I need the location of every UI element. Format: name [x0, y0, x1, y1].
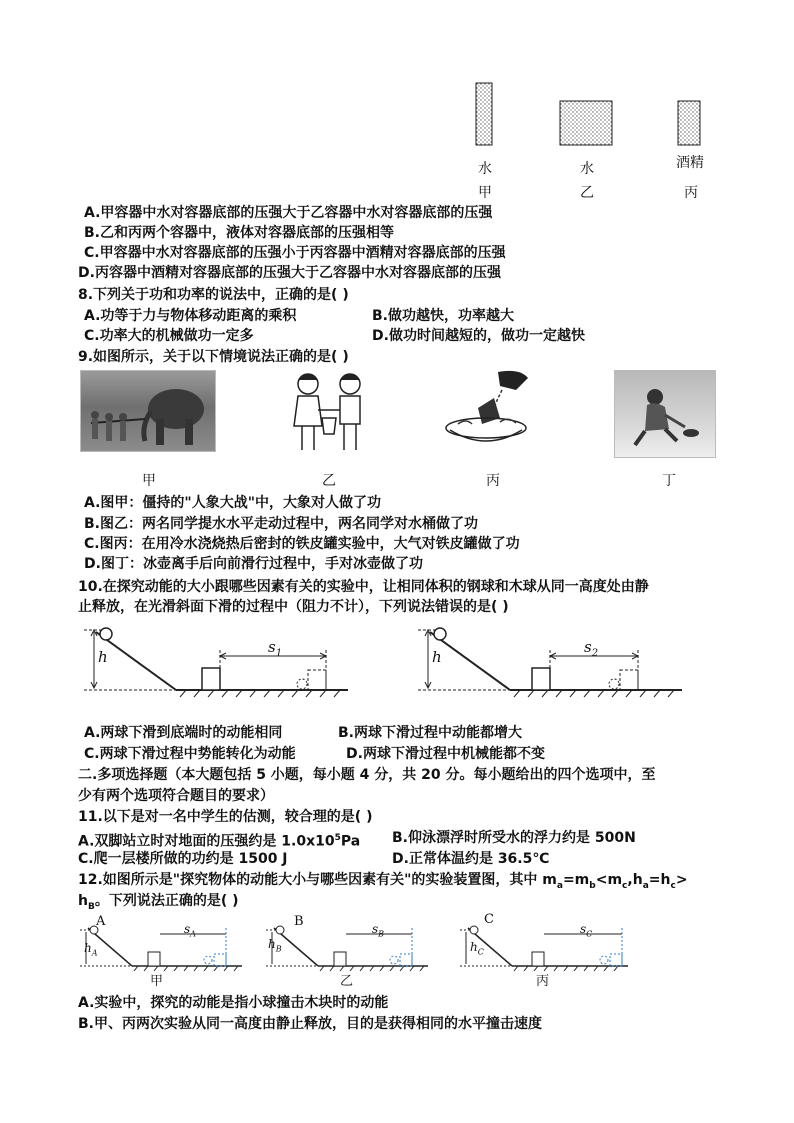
q9-option-b: B.图乙：两名同学提水水平走动过程中，两名同学对水桶做了功 — [84, 516, 478, 532]
q12-label-sb: $s_B$ — [372, 922, 385, 939]
q12-caption-bing: 丙 — [536, 974, 550, 989]
q12-letter-b: B — [294, 914, 304, 929]
q8-option-b: B.做功越快，功率越大 — [372, 308, 514, 324]
q11-option-b: B.仰泳漂浮时所受水的浮力约是 500N — [392, 830, 636, 846]
q9-caption-yi: 乙 — [322, 473, 336, 489]
q10-option-b: B.两球下滑过程中动能都增大 — [338, 725, 522, 741]
container-yi — [560, 101, 612, 145]
q8-option-a: A.功等于力与物体移动距离的乘积 — [84, 308, 297, 324]
q12-caption-jia: 甲 — [150, 974, 164, 989]
container-bing — [678, 101, 700, 145]
q12-label-hc: $h_C$ — [470, 940, 484, 957]
q12-letter-a: A — [96, 914, 106, 929]
photo-elephant-tug-of-war — [80, 370, 216, 452]
drawing-students-carrying-bucket — [284, 370, 374, 456]
q12-label-sc: $s_C$ — [580, 922, 593, 939]
container-label-1: 水 — [478, 161, 492, 177]
q10-figure-left — [76, 620, 366, 700]
q9-option-a: A.图甲：僵持的"人象大战"中，大象对人做了功 — [84, 495, 381, 511]
section2-heading-2: 少有两个选项符合题目的要求） — [78, 788, 274, 804]
q10-label-h-right: h — [432, 648, 442, 666]
container-label-2: 水 — [580, 161, 594, 177]
q9-caption-bing: 丙 — [486, 473, 500, 489]
container-jia — [476, 83, 492, 145]
q10-label-s2: $s_2$ — [584, 638, 599, 659]
q8-stem: 8.下列关于功和功率的说法中，正确的是( ) — [78, 287, 349, 303]
q10-option-a: A.两球下滑到底端时的动能相同 — [84, 725, 283, 741]
photo-curling-player — [614, 370, 716, 458]
q12-stem-1: 12.如图所示是"探究物体的动能大小与哪些因素有关"的实验装置图，其中 $m_a=m_b<m_c,h_a=h_c>$ — [78, 872, 688, 891]
q11-option-d: D.正常体温约是 36.5℃ — [392, 851, 550, 867]
q11-stem: 11.以下是对一名中学生的估测，较合理的是( ) — [78, 809, 373, 825]
q12-letter-c: C — [484, 912, 494, 927]
q12-label-hb: $h_B$ — [268, 937, 282, 954]
q7-option-b: B.乙和丙两个容器中，液体对容器底部的压强相等 — [84, 225, 394, 241]
q12-option-b: B.甲、丙两次实验从同一高度由静止释放，目的是获得相同的水平撞击速度 — [78, 1016, 542, 1032]
container-label-3: 酒精 — [676, 155, 704, 171]
q8-option-d: D.做功时间越短的，做功一定越快 — [372, 328, 585, 344]
q10-stem-1: 10.在探究动能的大小跟哪些因素有关的实验中，让相同体积的钢球和木球从同一高度处由静 — [78, 579, 649, 595]
q10-option-c: C.两球下滑过程中势能转化为动能 — [84, 746, 296, 762]
q11-option-c: C.爬一层楼所做的功约是 1500 J — [78, 851, 288, 867]
q12-label-ha: $h_A$ — [84, 941, 98, 958]
q11-option-a: A.双脚站立时对地面的压强约是 $1.0x10^5Pa$ — [78, 833, 361, 850]
q12-stem-2: $h_B$。下列说法正确的是( ) — [78, 893, 239, 912]
container-name-3: 丙 — [684, 185, 698, 201]
q9-option-c: C.图丙：在用冷水浇烧热后密封的铁皮罐实验中，大气对铁皮罐做了功 — [84, 536, 520, 552]
q7-option-c: C.甲容器中水对容器底部的压强小于丙容器中酒精对容器底部的压强 — [84, 245, 506, 261]
q8-option-c: C.功率大的机械做功一定多 — [84, 328, 254, 344]
q9-caption-jia: 甲 — [142, 473, 156, 489]
container-name-2: 乙 — [580, 185, 594, 201]
q10-label-h-left: h — [98, 648, 108, 666]
q12-option-a: A.实验中，探究的动能是指小球撞击木块时的动能 — [78, 995, 389, 1011]
q10-stem-2: 止释放，在光滑斜面下滑的过程中（阻力不计），下列说法错误的是( ) — [78, 599, 509, 615]
q9-stem: 9.如图所示，关于以下情境说法正确的是( ) — [78, 349, 349, 365]
drawing-can-crushing-experiment — [436, 368, 536, 452]
section2-heading-1: 二.多项选择题（本大题包括 5 小题，每小题 4 分，共 20 分。每小题给出的四个选项中，至 — [78, 767, 656, 783]
q9-option-d: D.图丁：冰壶离手后向前滑行过程中，手对冰壶做了功 — [84, 556, 423, 572]
q12-label-sa: $s_A$ — [184, 922, 196, 939]
q9-caption-ding: 丁 — [662, 473, 676, 489]
q10-option-d: D.两球下滑过程中机械能都不变 — [346, 746, 545, 762]
q10-figure-right — [410, 620, 700, 700]
container-name-1: 甲 — [478, 185, 492, 201]
q7-option-d: D.丙容器中酒精对容器底部的压强大于乙容器中水对容器底部的压强 — [78, 265, 501, 281]
q10-label-s1: $s_1$ — [268, 638, 283, 659]
q12-caption-yi: 乙 — [340, 974, 354, 989]
q7-option-a: A.甲容器中水对容器底部的压强大于乙容器中水对容器底部的压强 — [84, 205, 493, 221]
